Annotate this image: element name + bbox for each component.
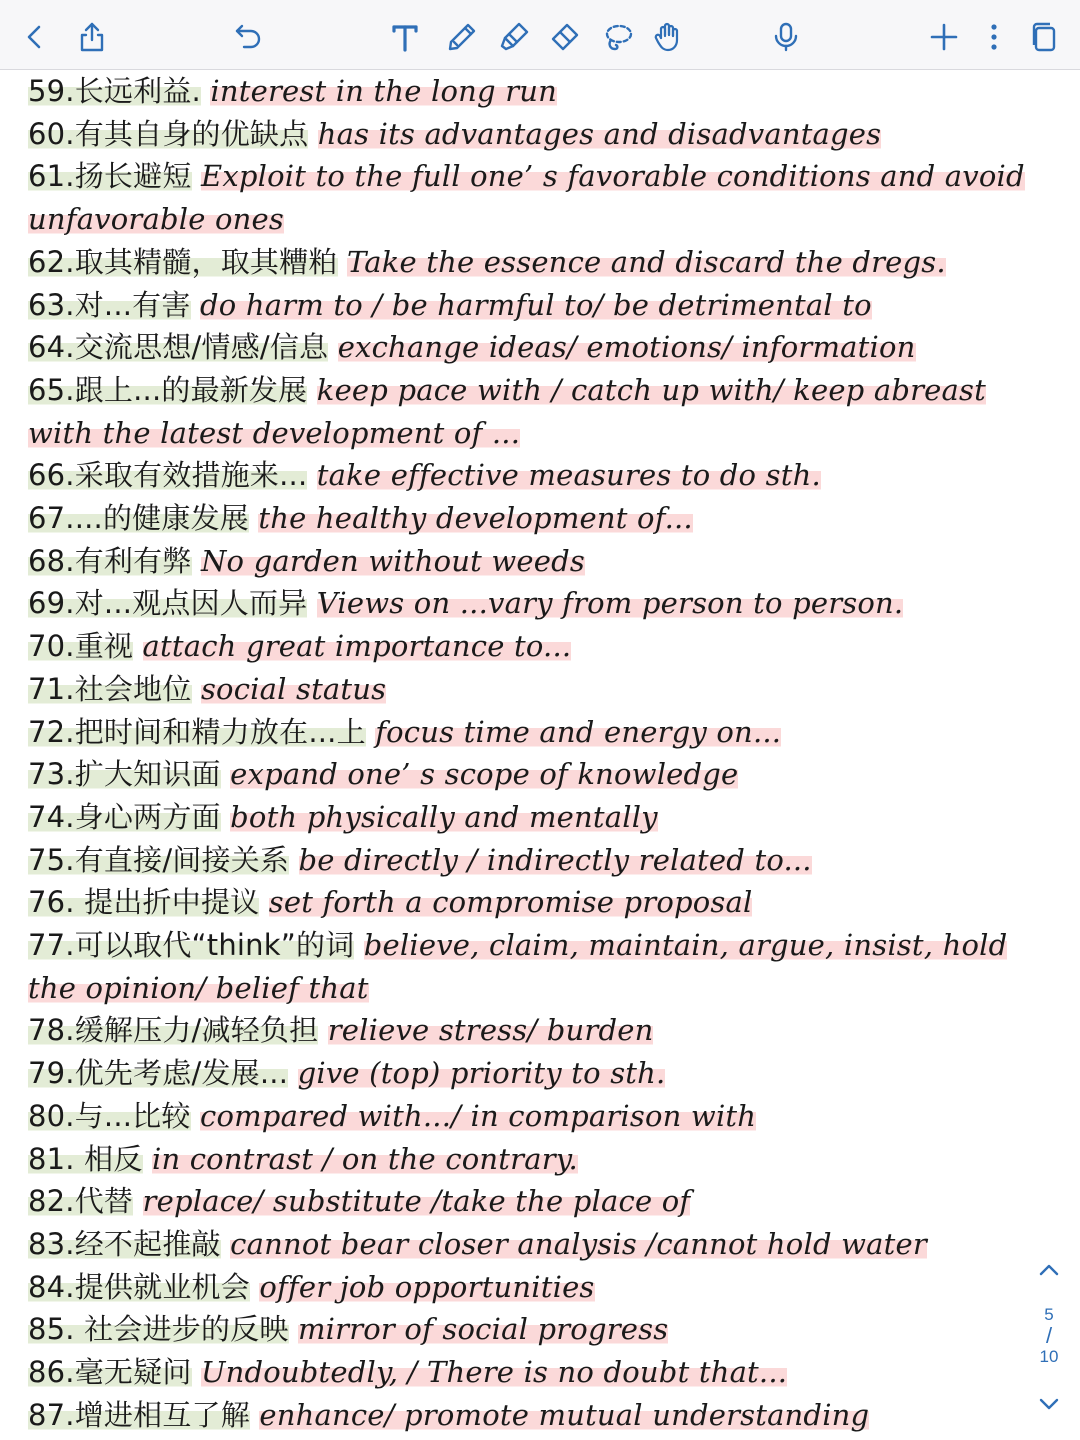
current-page: 5 xyxy=(1044,1305,1054,1324)
chinese-phrase: 59.长远利益. xyxy=(28,74,201,108)
note-entry xyxy=(28,1052,1058,1095)
english-phrase: exchange ideas/ emotions/ information xyxy=(337,330,916,365)
english-phrase: Views on ...vary from person to person. xyxy=(316,586,904,621)
chinese-phrase: 62.取其精髓，取其糟粕 xyxy=(28,244,338,279)
chinese-phrase: 70.重视 xyxy=(28,629,134,664)
chinese-phrase: 73.扩大知识面 xyxy=(28,757,221,792)
note-entry xyxy=(28,540,1058,583)
english-phrase: keep pace with / catch up with/ keep abreast with the latest development of ... xyxy=(28,372,986,450)
chinese-phrase: 69.对...观点因人而异 xyxy=(28,586,308,621)
note-entry xyxy=(28,924,1058,1009)
english-phrase: has its advantages and disadvantages xyxy=(317,116,882,151)
note-entry xyxy=(28,1180,1058,1223)
note-entry xyxy=(28,1351,1058,1394)
note-entry xyxy=(28,241,1058,284)
english-phrase: replace/ substitute /take the place of xyxy=(142,1184,691,1219)
note-entry xyxy=(28,155,1058,240)
english-phrase: give (top) priority to sth. xyxy=(297,1056,666,1091)
chinese-phrase: 65.跟上...的最新发展 xyxy=(28,372,308,407)
note-entry xyxy=(28,1138,1058,1181)
add-icon[interactable] xyxy=(924,17,964,57)
share-icon[interactable] xyxy=(72,17,112,57)
note-entry xyxy=(28,326,1058,369)
chinese-phrase: 84.提供就业机会 xyxy=(28,1269,250,1304)
english-phrase: mirror of social progress xyxy=(297,1312,669,1347)
pen-tool-icon[interactable] xyxy=(442,17,482,57)
chinese-phrase: 64.交流思想/情感/信息 xyxy=(28,330,329,365)
english-phrase: compared with.../ in comparison with xyxy=(200,1098,757,1133)
chinese-phrase: 74.身心两方面 xyxy=(28,799,221,834)
english-phrase: attach great importance to... xyxy=(142,629,572,664)
english-phrase: Take the essence and discard the dregs. xyxy=(346,244,946,279)
note-entry xyxy=(28,1223,1058,1266)
page-up-icon[interactable] xyxy=(1034,1255,1064,1285)
chinese-phrase: 85. 社会进步的反映 xyxy=(28,1312,289,1347)
chinese-phrase: 76. 提出折中提议 xyxy=(28,885,260,920)
english-phrase: the healthy development of... xyxy=(258,501,693,536)
english-phrase: relieve stress/ burden xyxy=(327,1013,654,1048)
english-phrase: in contrast / on the contrary. xyxy=(151,1141,578,1176)
toolbar xyxy=(0,0,1080,70)
text-tool-icon[interactable] xyxy=(385,17,425,57)
note-entry xyxy=(28,1266,1058,1309)
note-entry xyxy=(28,70,1058,113)
page-indicator xyxy=(1026,1255,1072,1425)
english-phrase: take effective measures to do sth. xyxy=(316,458,821,493)
chinese-phrase: 78.缓解压力/减轻负担 xyxy=(28,1013,319,1048)
english-phrase: social status xyxy=(200,671,387,706)
note-entry xyxy=(28,1009,1058,1052)
highlighter-tool-icon[interactable] xyxy=(494,17,534,57)
english-phrase: be directly / indirectly related to... xyxy=(298,842,812,877)
hand-tool-icon[interactable] xyxy=(648,17,688,57)
microphone-icon[interactable] xyxy=(766,17,806,57)
eraser-tool-icon[interactable] xyxy=(545,17,585,57)
chinese-phrase: 81. 相反 xyxy=(28,1141,143,1176)
chinese-phrase: 87.增进相互了解 xyxy=(28,1397,250,1432)
english-phrase: do harm to / be harmful to/ be detrimental to xyxy=(200,287,872,322)
undo-icon[interactable] xyxy=(229,17,269,57)
total-pages: 10 xyxy=(1039,1347,1059,1366)
chinese-phrase: 82.代替 xyxy=(28,1184,134,1219)
note-entry xyxy=(28,711,1058,754)
english-phrase: believe, claim, maintain, argue, insist, hold the opinion/ belief that xyxy=(28,928,1008,1005)
more-icon[interactable] xyxy=(974,17,1014,57)
chinese-phrase: 77.可以取代“think”的词 xyxy=(28,928,355,963)
chinese-phrase: 79.优先考虑/发展... xyxy=(28,1056,289,1091)
page-down-icon[interactable] xyxy=(1034,1389,1064,1419)
note-entry xyxy=(28,1308,1058,1351)
english-phrase: set forth a compromise proposal xyxy=(268,885,753,920)
chinese-phrase: 60.有其自身的优缺点 xyxy=(28,116,309,151)
chinese-phrase: 80.与...比较 xyxy=(28,1098,191,1133)
note-entry xyxy=(28,369,1058,454)
note-entry xyxy=(28,284,1058,327)
note-entry xyxy=(28,881,1058,924)
note-content[interactable] xyxy=(28,70,1058,1437)
chinese-phrase: 86.毫无疑问 xyxy=(28,1355,192,1390)
back-chevron-icon[interactable] xyxy=(14,17,54,57)
page-separator: / xyxy=(1045,1323,1053,1348)
english-phrase: offer job opportunities xyxy=(259,1269,595,1304)
english-phrase: interest in the long run xyxy=(210,74,558,108)
english-phrase: No garden without weeds xyxy=(200,543,585,578)
english-phrase: Undoubtedly, / There is no doubt that... xyxy=(200,1355,788,1390)
pages-icon[interactable] xyxy=(1024,17,1064,57)
chinese-phrase: 75.有直接/间接关系 xyxy=(28,842,290,877)
english-phrase: enhance/ promote mutual understanding xyxy=(259,1397,870,1432)
note-entry xyxy=(28,1394,1058,1437)
note-entry xyxy=(28,796,1058,839)
chinese-phrase: 67....的健康发展 xyxy=(28,501,249,536)
note-entry xyxy=(28,668,1058,711)
chinese-phrase: 72.把时间和精力放在...上 xyxy=(28,714,366,749)
note-entry xyxy=(28,839,1058,882)
english-phrase: focus time and energy on... xyxy=(375,714,782,749)
note-entry xyxy=(28,454,1058,497)
note-entry xyxy=(28,113,1058,156)
note-entry xyxy=(28,497,1058,540)
note-entry xyxy=(28,625,1058,668)
chinese-phrase: 83.经不起推敲 xyxy=(28,1226,221,1261)
note-entry xyxy=(28,1095,1058,1138)
english-phrase: both physically and mentally xyxy=(230,799,658,834)
chinese-phrase: 61.扬长避短 xyxy=(28,159,192,194)
note-entry xyxy=(28,753,1058,796)
chinese-phrase: 63.对...有害 xyxy=(28,287,191,322)
chinese-phrase: 71.社会地位 xyxy=(28,671,192,706)
english-phrase: expand one’ s scope of knowledge xyxy=(230,757,739,792)
note-entry xyxy=(28,582,1058,625)
chinese-phrase: 66.采取有效措施来... xyxy=(28,458,308,493)
lasso-tool-icon[interactable] xyxy=(598,17,638,57)
english-phrase: cannot bear closer analysis /cannot hold water xyxy=(230,1226,927,1261)
english-phrase: Exploit to the full one’ s favorable conditions and avoid unfavorable ones xyxy=(28,159,1025,237)
chinese-phrase: 68.有利有弊 xyxy=(28,543,192,578)
